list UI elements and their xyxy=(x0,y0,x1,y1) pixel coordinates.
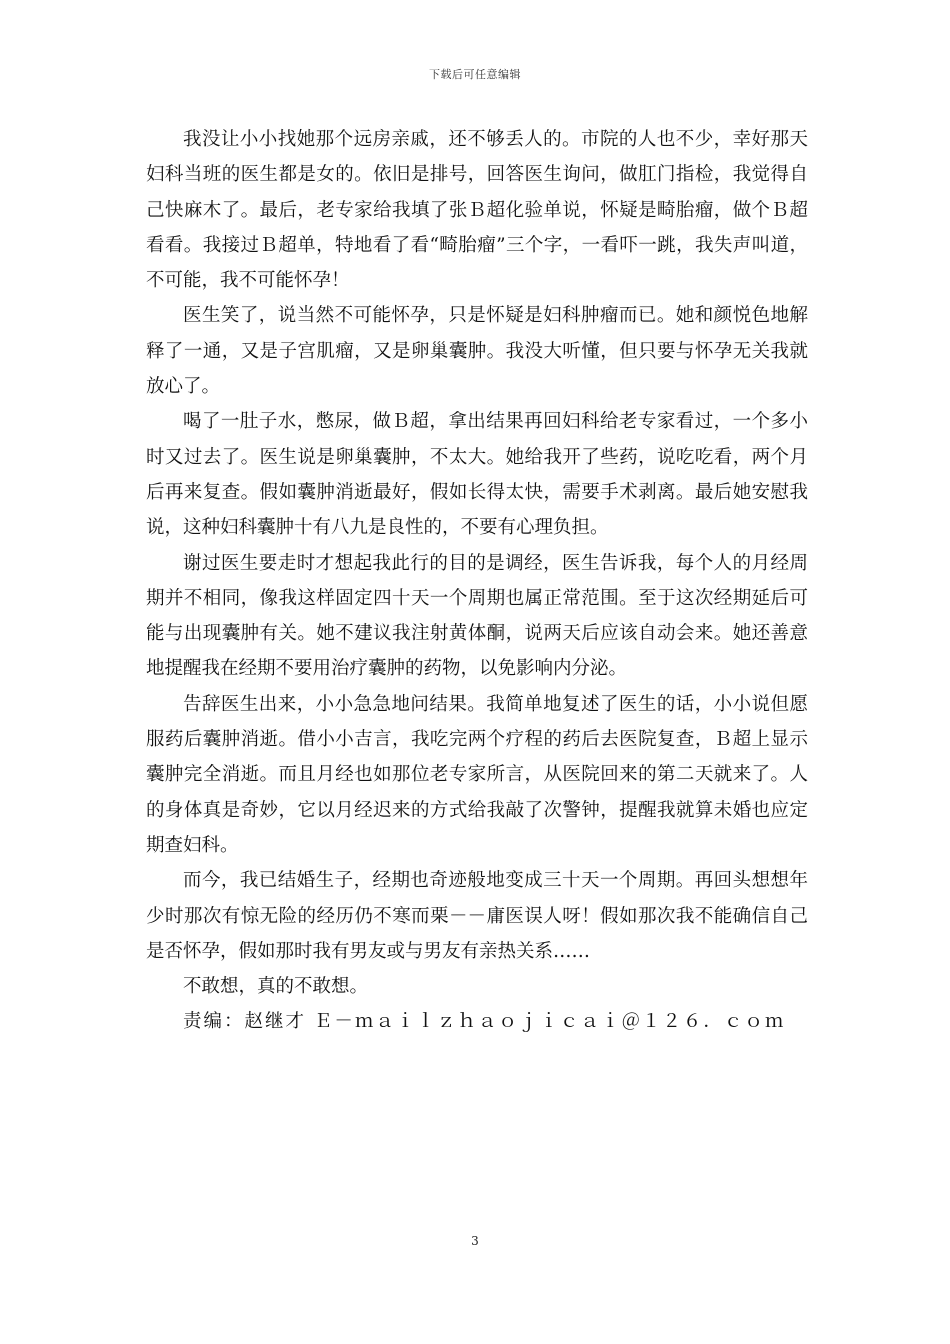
paragraph: 而今，我已结婚生子，经期也奇迹般地变成三十天一个周期。再回头想想年少时那次有惊无险的经历仍不寒而栗－－庸医误人呀！假如那次我不能确信自己是否怀孕，假如那时我有男友或与男友有亲热关系…… xyxy=(146,870,808,962)
paragraph: 谢过医生要走时才想起我此行的目的是调经，医生告诉我，每个人的月经周期并不相同，像我这样固定四十天一个周期也属正常范围。至于这次经期延后可能与出现囊肿有关。她不建议我注射黄体酮，说两天后应该自动会来。她还善意地提醒我在经期不要用治疗囊肿的药物，以免影响内分泌。 xyxy=(146,552,808,680)
paragraph: 喝了一肚子水，憋尿，做Ｂ超，拿出结果再回妇科给老专家看过，一个多小时又过去了。医生说是卵巢囊肿，不太大。她给我开了些药，说吃吃看，两个月后再来复查。假如囊肿消逝最好，假如长得太快，需要手术剥离。最后她安慰我说，这种妇科囊肿十有八九是良性的，不要有心理负担。 xyxy=(146,411,808,539)
editor-credit: 责编：赵继才 Ｅ－ｍａｉｌｚｈａｏｊｉｃａｉ＠１２６．ｃｏｍ xyxy=(183,1011,786,1033)
document-body xyxy=(146,122,808,1040)
paragraph: 不敢想，真的不敢想。 xyxy=(183,976,369,998)
paragraph: 我没让小小找她那个远房亲戚，还不够丢人的。市院的人也不少，幸好那天妇科当班的医生都是女的。依旧是排号，回答医生询问，做肛门指检，我觉得自己快麻木了。最后，老专家给我填了张Ｂ超化验单说，怀疑是畸胎瘤，做个Ｂ超看看。我接过Ｂ超单，特地看了看“畸胎瘤”三个字，一看吓一跳，我失声叫道，不可能，我不可能怀孕！ xyxy=(146,129,808,292)
paragraph: 告辞医生出来，小小急急地问结果。我简单地复述了医生的话，小小说但愿服药后囊肿消逝。借小小吉言，我吃完两个疗程的药后去医院复查，Ｂ超上显示囊肿完全消逝。而且月经也如那位老专家所言，从医院回来的第二天就来了。人的身体真是奇妙，它以月经迟来的方式给我敲了次警钟，提醒我就算未婚也应定期查妇科。 xyxy=(146,693,808,856)
page-header: 下载后可任意编辑 xyxy=(429,68,521,81)
paragraph: 医生笑了，说当然不可能怀孕，只是怀疑是妇科肿瘤而已。她和颜悦色地解释了一通，又是子宫肌瘤，又是卵巢囊肿。我没大听懂，但只要与怀孕无关我就放心了。 xyxy=(146,305,808,398)
page-number: 3 xyxy=(471,1234,479,1248)
